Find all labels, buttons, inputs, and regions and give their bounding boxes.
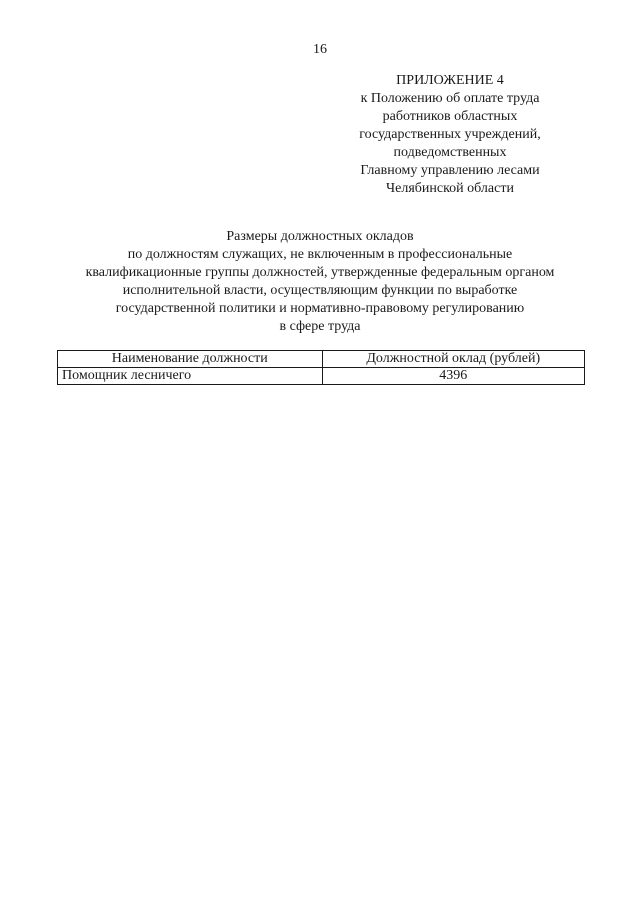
title-line: Размеры должностных окладов [226, 229, 414, 244]
title-line: в сфере труда [279, 319, 361, 334]
document-title [50, 228, 590, 336]
cell-salary: 4396 [322, 368, 585, 385]
header-salary: Должностной оклад (рублей) [322, 351, 585, 368]
appendix-heading: ПРИЛОЖЕНИЕ 4 [396, 73, 504, 88]
page-number: 16 [313, 42, 327, 57]
appendix-line: к Положению об оплате труда [360, 91, 540, 106]
title-line: по должностям служащих, не включенным в профессиональные [127, 247, 513, 262]
title-line: государственной политики и нормативно-правовому регулированию [115, 301, 525, 316]
title-line: квалификационные группы должностей, утвержденные федеральным органом [85, 265, 555, 280]
cell-position-name: Помощник лесничего [58, 368, 323, 385]
appendix-line: государственных учреждений, [359, 127, 541, 142]
appendix-line: Главному управлению лесами [360, 163, 540, 178]
header-position-name: Наименование должности [58, 351, 323, 368]
salary-table [57, 350, 585, 385]
appendix-block [330, 72, 570, 198]
table-row [58, 368, 585, 385]
title-line: исполнительной власти, осуществляющим функции по выработке [122, 283, 518, 298]
table-header-row [58, 351, 585, 368]
appendix-line: Челябинской области [386, 181, 514, 196]
appendix-line: подведомственных [393, 145, 507, 160]
appendix-line: работников областных [382, 109, 518, 124]
